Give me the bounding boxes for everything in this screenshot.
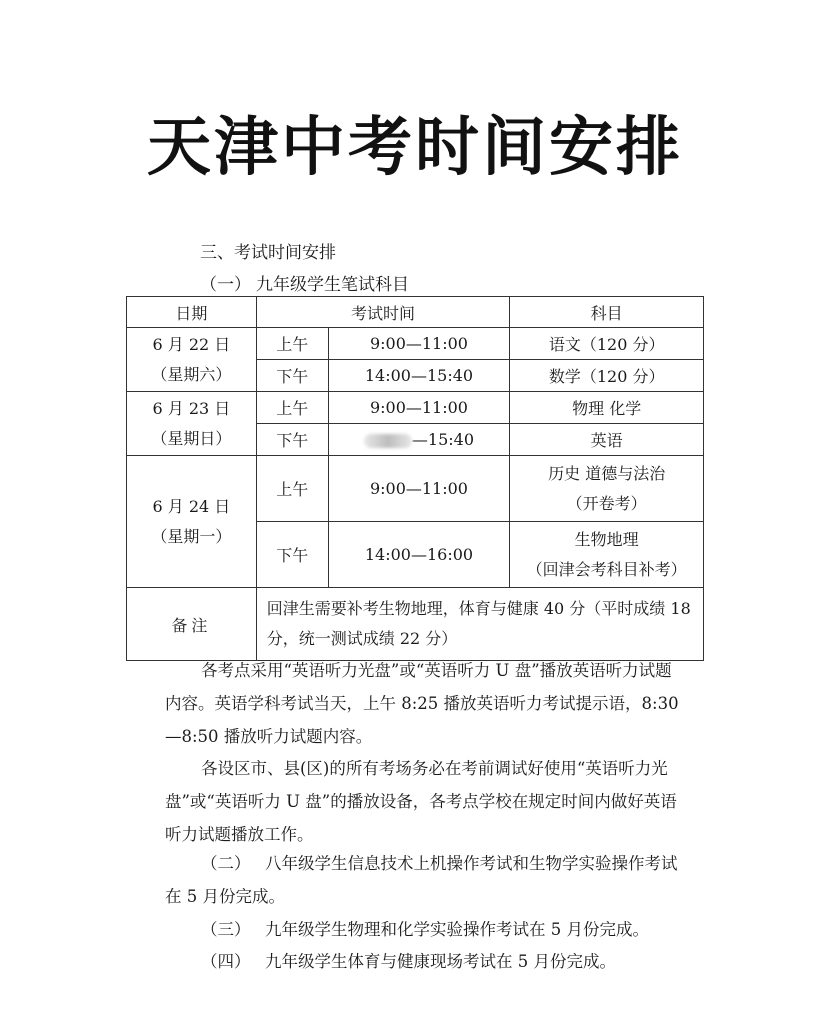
subject-line: 生物地理 [574,529,639,549]
date-text: 6 月 22 日 [152,334,231,354]
item-text: 八年级学生信息技术上机操作考试和生物学实验操作考试在 5 月份完成。 [165,854,678,906]
header-time: 考试时间 [256,297,510,328]
time-cell: 14:00—16:00 [328,522,510,588]
subject-cell: 英语 [510,424,704,456]
header-subject: 科目 [510,297,704,328]
time-cell [328,424,510,456]
date-cell [127,328,257,392]
notes-row [127,588,704,661]
time-cell: 9:00—11:00 [328,328,510,360]
time-cell: 14:00—15:40 [328,360,510,392]
item-number: （三） [201,920,251,939]
paragraph-pe-exam [165,945,685,978]
table-header-row [127,297,704,328]
subject-cell: 物理 化学 [510,392,704,424]
notes-text: 回津生需要补考生物地理，体育与健康 40 分（平时成绩 18 分，统一测试成绩 22 分） [256,588,703,661]
item-text: 九年级学生体育与健康现场考试在 5 月份完成。 [265,952,616,971]
paragraph-grade8-exams [165,847,685,913]
page-title: 天津中考时间安排 [147,111,683,185]
subject-cell [510,522,704,588]
paragraph-listening-media: 各考点采用“英语听力光盘”或“英语听力 U 盘”播放英语听力试题内容。英语学科考试当天，上午 8:25 播放英语听力考试提示语，8:30—8:50 播放听力试题内容。 [165,661,679,746]
subject-line: 历史 道德与法治 [548,463,666,483]
paragraph-lab-exams [165,913,685,946]
period-cell: 下午 [256,424,328,456]
section-heading: 三、考试时间安排 [200,243,336,263]
subsection-heading [200,270,409,295]
time-cell: 9:00—11:00 [328,456,510,522]
subject-line: （开卷考） [566,493,647,513]
weekday-text: （星期一） [151,526,232,546]
time-cell: 9:00—11:00 [328,392,510,424]
weekday-text: （星期日） [151,428,232,448]
subject-cell [510,456,704,522]
subject-cell: 数学（120 分） [510,360,704,392]
item-text: 九年级学生物理和化学实验操作考试在 5 月份完成。 [265,920,649,939]
period-cell: 上午 [256,456,328,522]
header-date: 日期 [127,297,257,328]
blurred-region [364,434,412,448]
table-row [127,328,704,360]
table-row [127,456,704,522]
paragraph-listening-equipment: 各设区市、县(区)的所有考场务必在考前调试好使用“英语听力光盘”或“英语听力 U 盘”的播放设备，各考点学校在规定时间内做好英语听力试题播放工作。 [165,759,677,844]
period-cell: 上午 [256,392,328,424]
date-cell [127,392,257,456]
date-cell [127,456,257,588]
table-row [127,392,704,424]
period-cell: 下午 [256,360,328,392]
weekday-text: （星期六） [151,364,232,384]
date-text: 6 月 24 日 [152,496,231,516]
period-cell: 下午 [256,522,328,588]
subject-cell: 语文（120 分） [510,328,704,360]
item-number: （四） [201,952,251,971]
subsection-title: 九年级学生笔试科目 [256,275,409,295]
time-text: —15:40 [411,430,475,449]
exam-schedule-table [126,296,704,661]
subsection-number: （一） [200,275,251,295]
date-text: 6 月 23 日 [152,398,231,418]
item-number: （二） [201,854,251,873]
notes-label: 备注 [127,588,257,661]
subject-line: （回津会考科目补考） [526,559,687,579]
period-cell: 上午 [256,328,328,360]
